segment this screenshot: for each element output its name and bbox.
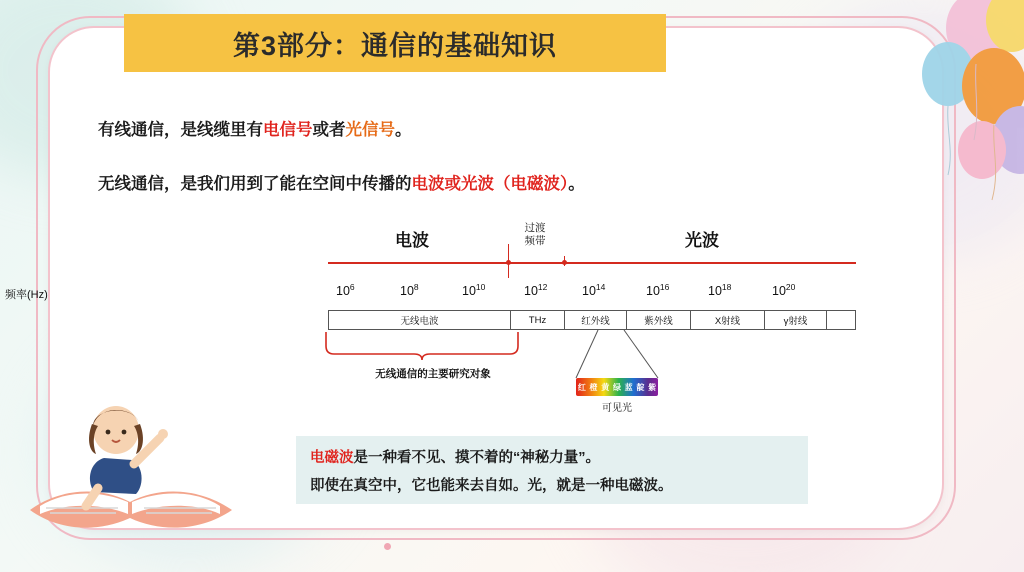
title-banner [124,14,666,72]
spectrum-diagram [5,214,890,414]
body-line-wireless [98,170,585,194]
spectrum-band-cell: 紫外线 [627,311,691,329]
decorative-dot [384,543,391,550]
spectrum-band-cell: γ射线 [765,311,827,329]
spectrum-exponent-value: 20 [785,282,796,292]
visible-color: 紫 [648,382,657,392]
text-wired-suffix: 。 [395,121,412,139]
spectrum-exponent: $10^{18}$ [708,282,732,299]
note-line-1 [310,446,794,467]
spectrum-axis-label: 频率(Hz) [5,289,48,301]
visible-light-spectrum-bar [576,378,658,396]
body-line-wired [98,116,412,140]
research-scope-label: 无线通信的主要研究对象 [375,368,491,380]
summary-note-box [296,436,808,504]
spectrum-tick-right [564,256,565,266]
visible-color: 红 [577,382,586,392]
spectrum-label-radio: 电波 [395,231,429,250]
visible-light-funnel [560,330,670,380]
visible-light-label: 可见光 [602,403,632,414]
spectrum-exponent-value: 14 [595,282,606,292]
spectrum-exponent: $10^6$ [336,282,355,299]
spectrum-band-cell [827,311,855,329]
note-line-2: 即使在真空中，它也能来去自如。光，就是一种电磁波。 [310,478,673,494]
spectrum-exponent-value: 10 [475,282,486,292]
spectrum-exponent: $10^{20}$ [772,282,796,299]
visible-color: 靛 [636,382,645,392]
note-line-1-rest: 是一种看不见、摸不着的“神秘力量”。 [353,450,600,466]
text-wired-highlight-electric: 电信号 [263,121,313,139]
spectrum-exponent-value: 12 [537,282,548,292]
text-wired-mid: 或者 [312,121,346,139]
spectrum-band-row [328,310,856,330]
spectrum-exponent: $10^{12}$ [524,282,548,299]
text-wireless-suffix: 。 [568,175,585,193]
text-wireless-prefix: 无线通信，是我们用到了能在空间中传播的 [98,175,412,193]
research-scope-brace [322,332,522,360]
visible-color: 蓝 [624,382,633,392]
spectrum-exponent-value: 6 [349,282,355,292]
spectrum-exponent: $10^8$ [400,282,419,299]
spectrum-label-light: 光波 [685,231,719,250]
spectrum-exponent: $10^{10}$ [462,282,486,299]
spectrum-exponent-value: 18 [721,282,732,292]
spectrum-exponent: $10^{14}$ [582,282,606,299]
text-wired-highlight-optical: 光信号 [345,121,395,139]
spectrum-exponent: $10^{16}$ [646,282,670,299]
visible-color: 绿 [612,382,621,392]
spectrum-band-cell: THz [511,311,565,329]
spectrum-band-cell: X射线 [691,311,765,329]
spectrum-exponent-value: 8 [413,282,419,292]
note-highlight: 电磁波 [310,450,354,466]
spectrum-label-transition: 过渡 频带 [524,222,546,247]
spectrum-exponent-value: 16 [659,282,670,292]
text-wired-prefix: 有线通信，是线缆里有 [98,121,263,139]
spectrum-axis-line [328,262,856,264]
spectrum-band-cell: 无线电波 [329,311,511,329]
spectrum-band-cell: 红外线 [565,311,627,329]
page-title: 第3部分：通信的基础知识 [232,30,557,61]
visible-color: 黄 [601,382,610,392]
girl-reading-illustration [20,360,250,550]
text-wireless-highlight: 电波或光波（电磁波） [411,175,569,193]
visible-color: 橙 [589,382,598,392]
spectrum-dot-left [506,260,511,265]
